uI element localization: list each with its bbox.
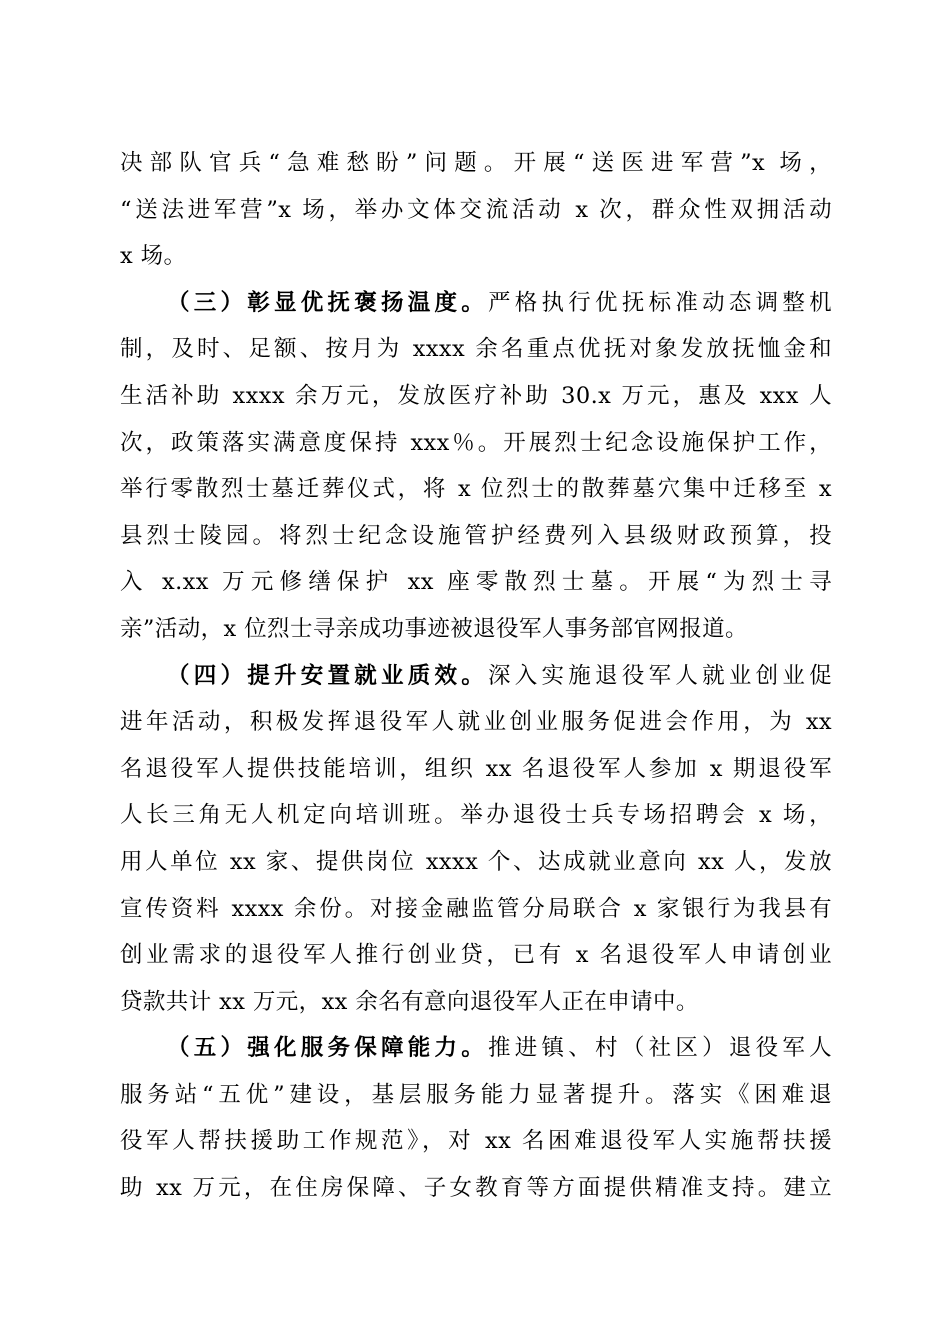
text-line: 宣传资料 xxxx 余份。对接金融监管分局联合 x 家银行为我县有 [120, 895, 832, 922]
text-line: 入 x.xx 万元修缮保护 xx 座零散烈士墓。开展“为烈士寻 [120, 569, 832, 596]
text-line: 助 xx 万元，在住房保障、子女教育等方面提供精准支持。建立 [120, 1175, 832, 1202]
text-line: 创业需求的退役军人推行创业贷，已有 x 名退役军人申请创业 [120, 942, 832, 969]
text-line: “送法进军营”x 场，举办文体交流活动 x 次，群众性双拥活动 [120, 196, 832, 223]
text-line: 服务站“五优”建设，基层服务能力显著提升。落实《困难退 [120, 1081, 832, 1108]
section-heading: （五）强化服务保障能力。 [167, 1035, 489, 1062]
text-line: 制，及时、足额、按月为 xxxx 余名重点优抚对象发放抚恤金和 [120, 336, 832, 363]
paragraph-section-3 [120, 280, 832, 653]
text-run: 严格执行优抚标准动态调整机 [488, 289, 832, 316]
text-run: 推进镇、村（社区）退役军人 [488, 1035, 832, 1062]
text-run: 深入实施退役军人就业创业促 [488, 662, 832, 689]
text-line: 举行零散烈士墓迁葬仪式，将 x 位烈士的散葬墓穴集中迁移至 x [120, 476, 832, 503]
text-line: 人长三角无人机定向培训班。举办退役士兵专场招聘会 x 场， [120, 802, 832, 829]
section-heading: （四）提升安置就业质效。 [167, 662, 489, 689]
text-line: 生活补助 xxxx 余万元，发放医疗补助 30.x 万元，惠及 xxx 人 [120, 382, 832, 409]
text-line [120, 1025, 832, 1072]
text-line [120, 653, 832, 700]
text-line: 名退役军人提供技能培训，组织 xx 名退役军人参加 x 期退役军 [120, 755, 832, 782]
text-line [120, 280, 832, 327]
text-line: x 场。 [120, 243, 187, 270]
section-heading: （三）彰显优抚褒扬温度。 [167, 289, 489, 316]
text-line: 用人单位 xx 家、提供岗位 xxxx 个、达成就业意向 xx 人，发放 [120, 848, 832, 875]
document-body [120, 140, 832, 1212]
text-line: 县烈士陵园。将烈士纪念设施管护经费列入县级财政预算，投 [120, 522, 832, 549]
paragraph-section-5 [120, 1025, 832, 1211]
text-line: 亲”活动，x 位烈士寻亲成功事迹被退役军人事务部官网报道。 [120, 615, 748, 642]
text-line: 次，政策落实满意度保持 xxx％。开展烈士纪念设施保护工作， [120, 429, 832, 456]
paragraph-section-4 [120, 653, 832, 1026]
text-line: 役军人帮扶援助工作规范》，对 xx 名困难退役军人实施帮扶援 [120, 1128, 832, 1155]
text-line: 决部队官兵“急难愁盼”问题。开展“送医进军营”x 场， [120, 150, 832, 176]
text-line: 进年活动，积极发挥退役军人就业创业服务促进会作用，为 xx [120, 709, 832, 736]
paragraph-continuation [120, 140, 832, 280]
text-line: 贷款共计 xx 万元，xx 余名有意向退役军人正在申请中。 [120, 988, 699, 1015]
